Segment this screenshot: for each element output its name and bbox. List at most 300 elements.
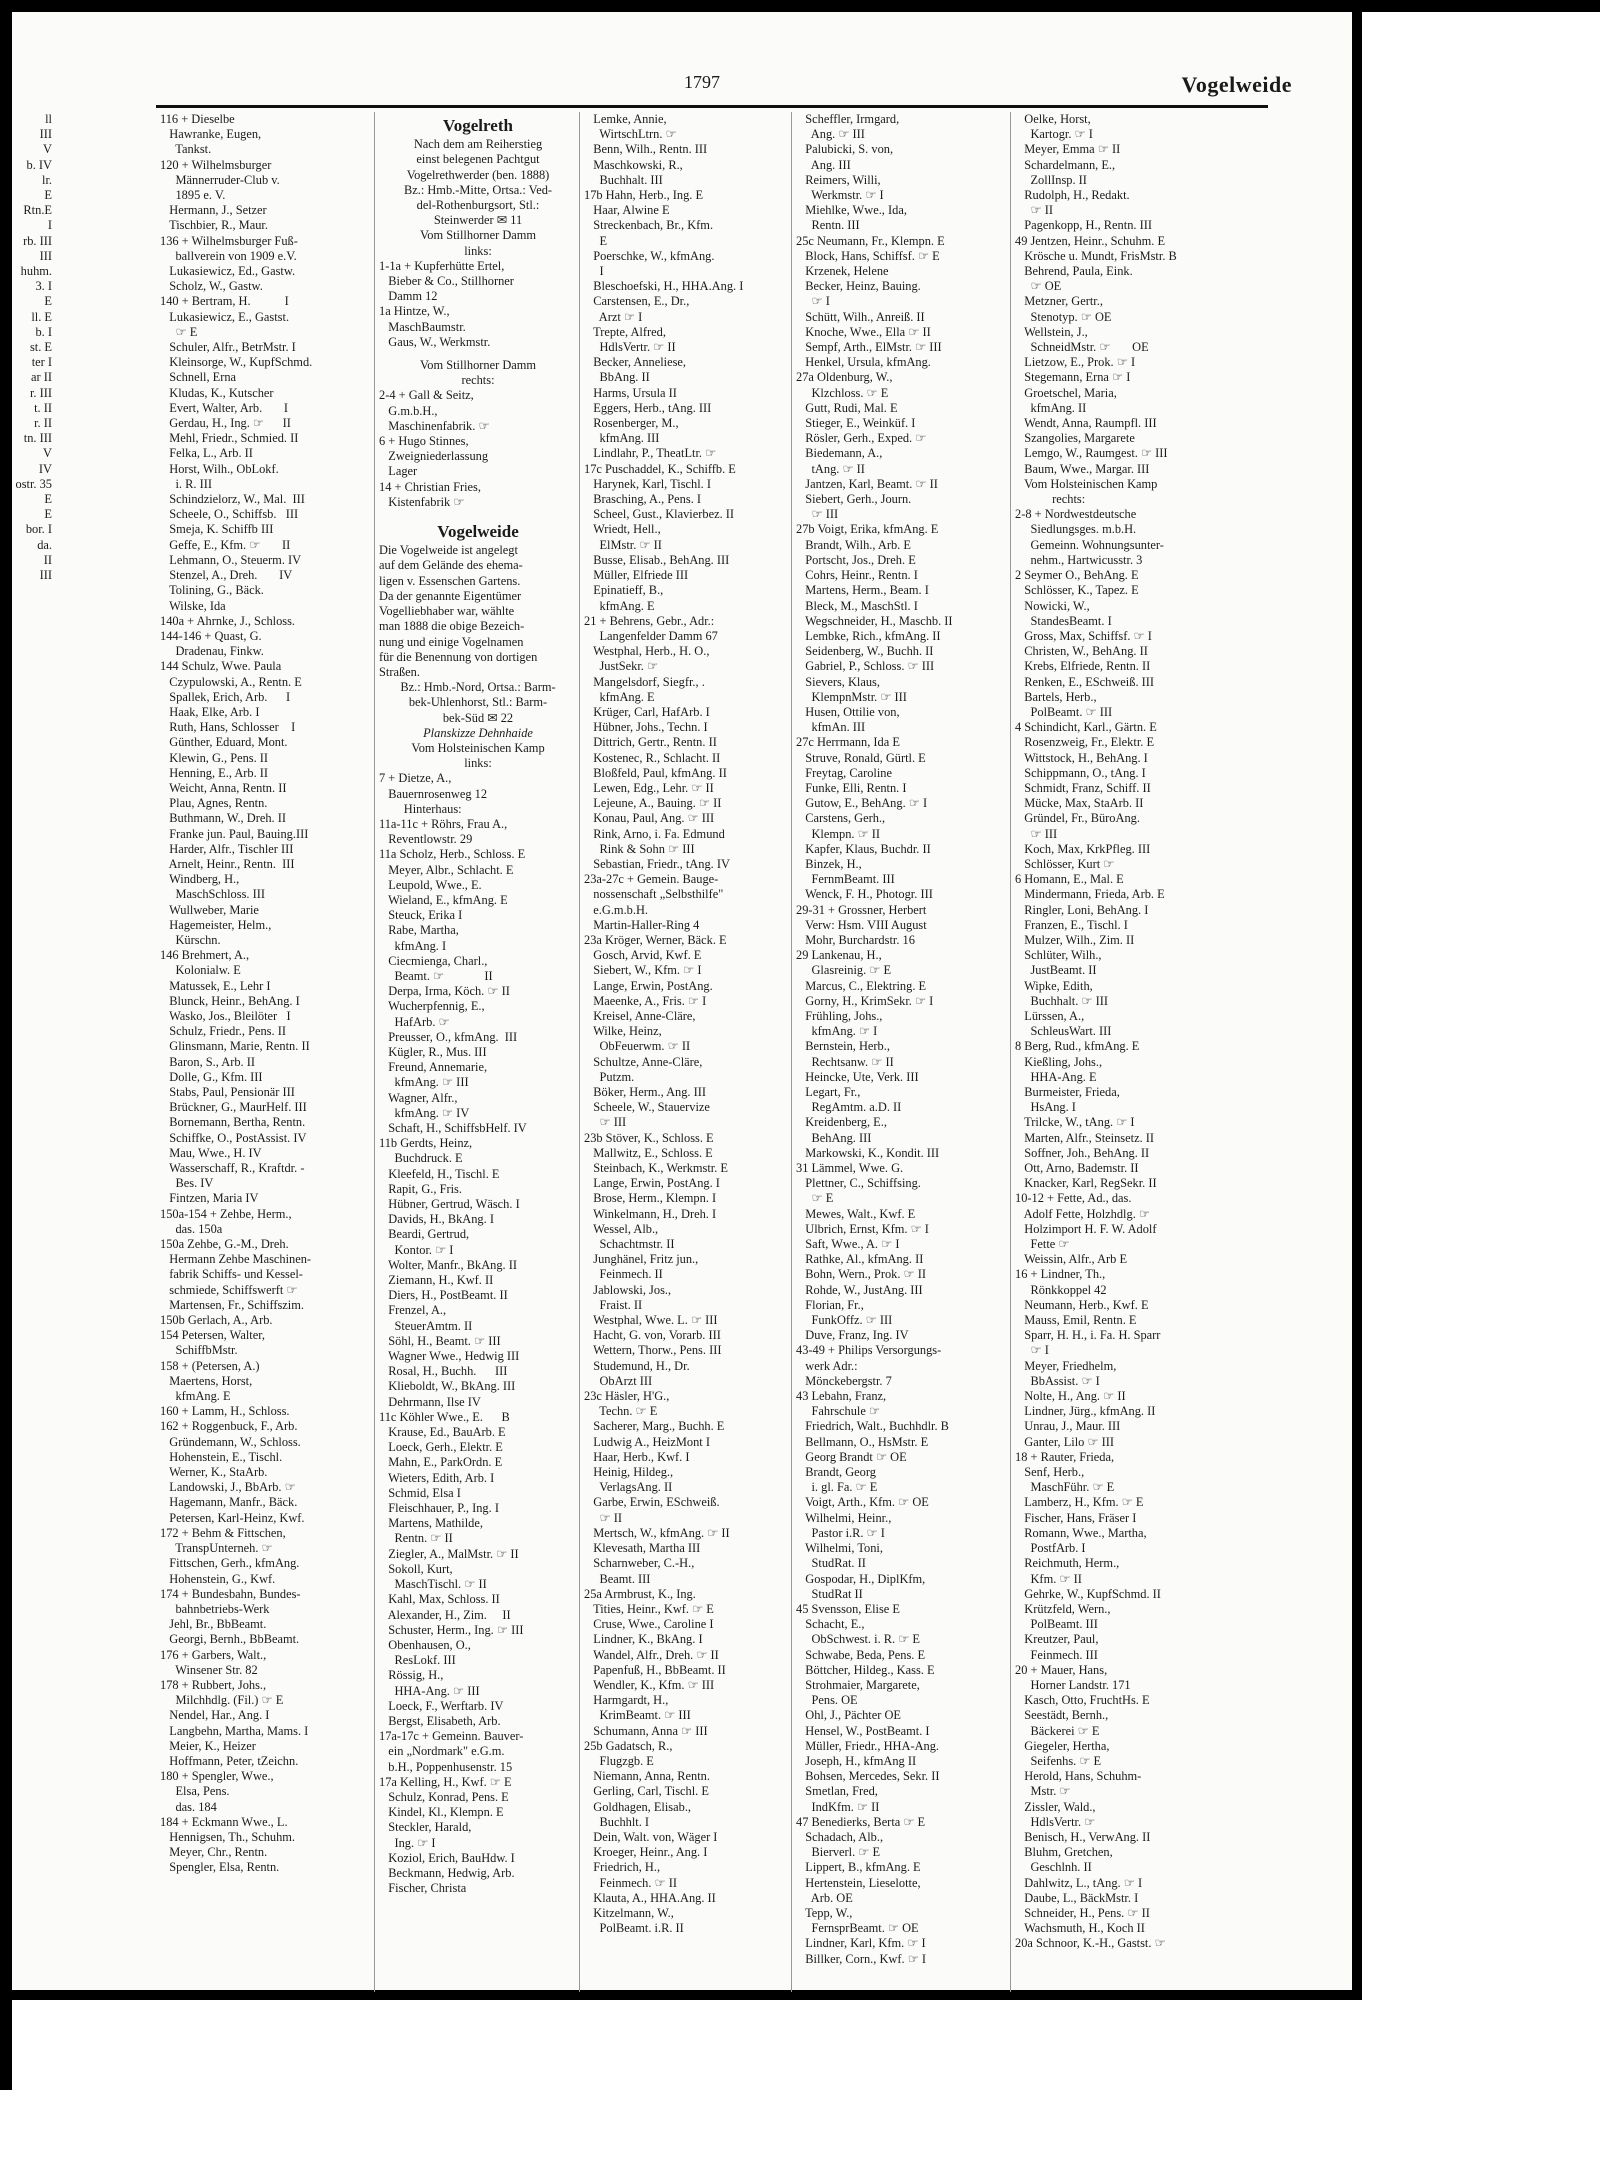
directory-line: das. 150a bbox=[160, 1221, 223, 1236]
directory-line: 7 + Dietze, A., bbox=[379, 771, 452, 786]
directory-line: Heincke, Ute, Verk. III bbox=[796, 1069, 919, 1084]
directory-line: I bbox=[584, 264, 604, 279]
directory-line: Jehl, Br., BbBeamt. bbox=[160, 1617, 267, 1632]
directory-line: Lange, Erwin, PostAng. bbox=[584, 978, 713, 993]
directory-line: Sempf, Arth., ElMstr. ☞ III bbox=[796, 340, 942, 355]
directory-line: HsAng. I bbox=[1015, 1100, 1076, 1115]
directory-line: Günther, Eduard, Mont. bbox=[160, 735, 288, 750]
directory-line: Weicht, Anna, Rentn. II bbox=[160, 780, 287, 795]
directory-line: Papenfuß, H., BbBeamt. II bbox=[584, 1662, 726, 1677]
directory-line: Wolter, Manfr., BkAng. II bbox=[379, 1257, 517, 1272]
directory-line: 172 + Behm & Fittschen, bbox=[160, 1525, 286, 1540]
directory-line: 8 Berg, Rud., kfmAng. E bbox=[1015, 1039, 1140, 1054]
directory-line: PolBeamt. i.R. II bbox=[584, 1921, 684, 1936]
directory-line: Sacherer, Marg., Buchh. E bbox=[584, 1419, 725, 1434]
directory-line: Kindel, Kl., Klempn. E bbox=[379, 1805, 504, 1820]
directory-line: Kürschn. bbox=[160, 932, 221, 947]
running-head: Vogelweide bbox=[1181, 72, 1292, 97]
directory-line: ☞ E bbox=[160, 324, 198, 339]
directory-line: Bernstein, Herb., bbox=[796, 1039, 890, 1054]
directory-line: Wendt, Anna, Raumpfl. III bbox=[1015, 416, 1157, 431]
directory-line: Lürssen, A., bbox=[1015, 1008, 1085, 1023]
directory-line: Petersen, Karl-Heinz, Kwf. bbox=[160, 1510, 305, 1525]
directory-line: Bäckerei ☞ E bbox=[1015, 1723, 1100, 1738]
directory-line: da. bbox=[37, 537, 52, 552]
directory-line: Harms, Ursula II bbox=[584, 385, 677, 400]
column-4 bbox=[796, 112, 1008, 1992]
scan-border-right bbox=[1352, 0, 1362, 2000]
directory-line: Evert, Walter, Arb. I bbox=[160, 400, 289, 415]
directory-line: Ott, Arno, Bademstr. II bbox=[1015, 1161, 1139, 1176]
directory-line: Wilhelmi, Toni, bbox=[796, 1541, 883, 1556]
directory-line: Husen, Ottilie von, bbox=[796, 704, 900, 719]
directory-line: Georgi, Bernh., BbBeamt. bbox=[160, 1632, 300, 1647]
directory-line: Becker, Anneliese, bbox=[584, 355, 687, 370]
directory-line: 136 + Wilhelmsburger Fuß- bbox=[160, 233, 298, 248]
directory-line: Spengler, Elsa, Rentn. bbox=[160, 1860, 280, 1875]
directory-line: b. IV bbox=[26, 157, 52, 172]
directory-line: Franzen, E., Tischl. I bbox=[1015, 917, 1128, 932]
directory-line: Martensen, Fr., Schiffszim. bbox=[160, 1297, 304, 1312]
directory-line: fabrik Schiffs- und Kessel- bbox=[160, 1267, 303, 1282]
directory-line: Hacht, G. von, Vorarb. III bbox=[584, 1328, 721, 1343]
directory-line: WirtschLtrn. ☞ bbox=[584, 127, 677, 142]
directory-line: ll bbox=[45, 112, 52, 126]
directory-line: Wessel, Alb., bbox=[584, 1221, 659, 1236]
directory-line: RegAmtm. a.D. II bbox=[796, 1100, 902, 1115]
directory-line: Scheffler, Irmgard, bbox=[796, 112, 900, 126]
vogelreth-district bbox=[379, 183, 577, 229]
directory-line: Beamt. ☞ II bbox=[379, 968, 493, 983]
directory-line: Hawranke, Eugen, bbox=[160, 127, 262, 142]
directory-line: Smeja, K. Schiffb III bbox=[160, 522, 274, 537]
directory-line: Feinmech. ☞ II bbox=[584, 1875, 678, 1890]
directory-line: Ang. III bbox=[796, 157, 851, 172]
directory-line: Dradenau, Finkw. bbox=[160, 644, 264, 659]
directory-line: Miehlke, Wwe., Ida, bbox=[796, 203, 907, 218]
district-line: Bz.: Hmb.-Mitte, Ortsa.: Ved- bbox=[403, 182, 553, 197]
directory-line: Rentn. III bbox=[796, 218, 860, 233]
directory-line: Scheele, W., Stauervize bbox=[584, 1100, 710, 1115]
intro-line: Vogelrethwerder (ben. 1888) bbox=[406, 167, 550, 182]
directory-line: 14 + Christian Fries, bbox=[379, 479, 481, 494]
directory-line: 20 + Mauer, Hans, bbox=[1015, 1662, 1108, 1677]
vogelweide-district bbox=[379, 680, 577, 726]
directory-line: Smetlan, Fred, bbox=[796, 1784, 878, 1799]
page bbox=[12, 12, 1352, 1990]
directory-line: ar II bbox=[31, 370, 52, 385]
directory-line: Koziol, Erich, BauHdw. I bbox=[379, 1850, 515, 1865]
directory-line: werk Adr.: bbox=[796, 1358, 858, 1373]
directory-line: HafArb. ☞ bbox=[379, 1014, 450, 1029]
directory-line: Frenzel, A., bbox=[379, 1303, 447, 1318]
directory-line: Schmidt, Franz, Schiff. II bbox=[1015, 780, 1151, 795]
directory-line: 140 + Bertram, H. I bbox=[160, 294, 289, 309]
directory-line: Lehmann, O., Steuerm. IV bbox=[160, 552, 302, 567]
directory-line: Lejeune, A., Bauing. ☞ II bbox=[584, 796, 722, 811]
directory-line: bahnbetriebs-Werk bbox=[160, 1601, 270, 1616]
directory-line: Ziegler, A., MalMstr. ☞ II bbox=[379, 1546, 519, 1561]
directory-line: 180 + Spengler, Wwe., bbox=[160, 1769, 274, 1784]
directory-line: Weissin, Alfr., Arb E bbox=[1015, 1252, 1128, 1267]
directory-line: Kolonialw. E bbox=[160, 963, 241, 978]
directory-line: Mönckebergstr. 7 bbox=[796, 1373, 892, 1388]
directory-line: 1895 e. V. bbox=[160, 188, 226, 203]
directory-line: Alexander, H., Zim. II bbox=[379, 1607, 511, 1622]
directory-line: 43 Lebahn, Franz, bbox=[796, 1389, 887, 1404]
directory-line: Gründemann, W., Schloss. bbox=[160, 1434, 301, 1449]
directory-line: Werner, K., StaArb. bbox=[160, 1465, 268, 1480]
directory-line: Hermann, J., Setzer bbox=[160, 203, 267, 218]
directory-line: Stabs, Paul, Pensionär III bbox=[160, 1085, 295, 1099]
directory-line: Glasreinig. ☞ E bbox=[796, 963, 892, 978]
directory-line: Ulbrich, Ernst, Kfm. ☞ I bbox=[796, 1221, 929, 1236]
directory-line: kfmAng. III bbox=[584, 431, 660, 446]
directory-line: StudRat II bbox=[796, 1586, 863, 1601]
directory-line: Martens, Herm., Beam. I bbox=[796, 583, 929, 598]
directory-line: Wittstock, H., BehAng. I bbox=[1015, 750, 1148, 765]
directory-line: Männerruder-Club v. bbox=[160, 172, 280, 187]
directory-line: Winkelmann, H., Dreh. I bbox=[584, 1206, 717, 1221]
intro-line: Nach dem am Reiherstieg bbox=[413, 137, 543, 152]
directory-line: 27b Voigt, Erika, kfmAng. E bbox=[796, 522, 939, 537]
directory-line: Lietzow, E., Prok. ☞ I bbox=[1015, 355, 1136, 370]
directory-line: Friedrich, Walt., Buchhdlr. B bbox=[796, 1419, 949, 1434]
directory-line: Funke, Elli, Rentn. I bbox=[796, 780, 907, 795]
directory-line: Poerschke, W., kfmAng. bbox=[584, 248, 715, 263]
directory-line: 21 + Behrens, Gebr., Adr.: bbox=[584, 613, 715, 628]
directory-line: Krösche u. Mundt, FrisMstr. B bbox=[1015, 248, 1177, 263]
directory-line: Leupold, Wwe., E. bbox=[379, 877, 482, 892]
directory-line: 11b Gerdts, Heinz, bbox=[379, 1136, 473, 1151]
directory-line: BbAssist. ☞ I bbox=[1015, 1373, 1100, 1388]
directory-line: Nendel, Har., Ang. I bbox=[160, 1708, 270, 1723]
directory-line: HHA-Ang. E bbox=[1015, 1069, 1097, 1084]
directory-line: Kießling, Johs., bbox=[1015, 1054, 1103, 1069]
section-title-vogelweide: Vogelweide bbox=[437, 522, 519, 542]
column-separator bbox=[374, 112, 375, 1992]
sub-heading-line: rechts: bbox=[461, 373, 495, 388]
directory-line: 29-31 + Grossner, Herbert bbox=[796, 902, 927, 917]
directory-line: Schulz, Friedr., Pens. II bbox=[160, 1024, 286, 1039]
directory-line: 23a Kröger, Werner, Bäck. E bbox=[584, 932, 727, 947]
directory-line: rechts: bbox=[1015, 492, 1086, 507]
directory-line: 17a-17c + Gemeinn. Bauver- bbox=[379, 1729, 524, 1744]
directory-line: Unrau, J., Maur. III bbox=[1015, 1419, 1121, 1434]
directory-line: Scheele, O., Schiffsb. III bbox=[160, 507, 299, 522]
vogelweide-sub-left bbox=[379, 741, 577, 771]
previous-page-fragment bbox=[12, 112, 52, 1992]
directory-line: JustBeamt. II bbox=[1015, 963, 1097, 978]
directory-line: kfmAng. ☞ IV bbox=[379, 1105, 470, 1120]
directory-line: Wendler, K., Kfm. ☞ III bbox=[584, 1677, 715, 1692]
directory-line: Gründel, Fr., BüroAng. bbox=[1015, 811, 1140, 826]
directory-line: Dahlwitz, L., tAng. ☞ I bbox=[1015, 1875, 1143, 1890]
directory-line: Rudolph, H., Redakt. bbox=[1015, 188, 1130, 203]
directory-line: Kasch, Otto, FruchtHs. E bbox=[1015, 1693, 1150, 1708]
directory-line: Lewen, Edg., Lehr. ☞ II bbox=[584, 780, 714, 795]
directory-line: SteuerAmtm. II bbox=[379, 1318, 473, 1333]
directory-line: ObFeuerwm. ☞ II bbox=[584, 1039, 691, 1054]
directory-line: 176 + Garbers, Walt., bbox=[160, 1647, 267, 1662]
directory-line: Kreisel, Anne-Cläre, bbox=[584, 1008, 696, 1023]
directory-line: IV bbox=[38, 461, 52, 476]
directory-line: 17b Hahn, Herb., Ing. E bbox=[584, 188, 704, 203]
directory-line: III bbox=[39, 568, 52, 583]
directory-line: Soffner, Joh., BehAng. II bbox=[1015, 1145, 1150, 1160]
directory-line: Strohmaier, Margarete, bbox=[796, 1677, 920, 1692]
directory-line: Buchdruck. E bbox=[379, 1151, 463, 1166]
directory-line: Pens. OE bbox=[796, 1693, 858, 1708]
directory-line: nung und einige Vogelnamen bbox=[379, 634, 524, 649]
vogelweide-intro bbox=[379, 543, 577, 680]
directory-line: Schwabe, Beda, Pens. E bbox=[796, 1647, 926, 1662]
directory-line: 2-4 + Gall & Seitz, bbox=[379, 388, 474, 403]
directory-line: Fraist. II bbox=[584, 1297, 643, 1312]
directory-line: Gosch, Arvid, Kwf. E bbox=[584, 948, 702, 963]
directory-line: Cohrs, Heinr., Rentn. I bbox=[796, 568, 918, 583]
directory-line: Mindermann, Frieda, Arb. E bbox=[1015, 887, 1165, 902]
directory-line: Freytag, Caroline bbox=[796, 765, 893, 780]
directory-line: 31 Lämmel, Wwe. G. bbox=[796, 1161, 904, 1176]
directory-line: Holzimport H. F. W. Adolf bbox=[1015, 1221, 1157, 1236]
directory-line: Gorny, H., KrimSekr. ☞ I bbox=[796, 993, 934, 1008]
sub-heading-line: Vom Holsteinischen Kamp bbox=[411, 740, 545, 755]
directory-line: 29 Lankenau, H., bbox=[796, 948, 882, 963]
directory-line: Schiffke, O., PostAssist. IV bbox=[160, 1130, 307, 1145]
directory-line: Rosenzweig, Fr., Elektr. E bbox=[1015, 735, 1155, 750]
directory-line: Hohenstein, E., Tischl. bbox=[160, 1449, 283, 1464]
directory-line: Bluhm, Gretchen, bbox=[1015, 1845, 1113, 1860]
directory-line: Siedlungsges. m.b.H. bbox=[1015, 522, 1137, 537]
directory-line: Die Vogelweide ist angelegt bbox=[379, 543, 518, 558]
sub-heading-line: links: bbox=[464, 756, 492, 771]
directory-line: 146 Brehmert, A., bbox=[160, 948, 250, 963]
directory-line: Kludas, K., Kutscher bbox=[160, 385, 274, 400]
directory-line: Schultze, Anne-Cläre, bbox=[584, 1054, 703, 1069]
directory-line: Knoche, Wwe., Ella ☞ II bbox=[796, 324, 931, 339]
directory-line: Meyer, Friedhelm, bbox=[1015, 1358, 1117, 1373]
directory-line: Hagemann, Manfr., Bäck. bbox=[160, 1495, 298, 1510]
directory-line: Behrend, Paula, Eink. bbox=[1015, 264, 1133, 279]
directory-line: 4 Schindicht, Karl., Gärtn. E bbox=[1015, 720, 1157, 735]
directory-line: Feinmech. II bbox=[584, 1267, 663, 1282]
directory-line: KrimBeamt. ☞ III bbox=[584, 1708, 691, 1723]
directory-line: Kroeger, Heinr., Ang. I bbox=[584, 1845, 708, 1860]
directory-line: Windberg, H., bbox=[160, 872, 240, 887]
directory-line: Bohn, Wern., Prok. ☞ II bbox=[796, 1267, 926, 1282]
column-2 bbox=[379, 112, 577, 1992]
directory-line: Fahrschule ☞ bbox=[796, 1404, 881, 1419]
directory-line: Langbehn, Martha, Mams. I bbox=[160, 1723, 309, 1738]
directory-line: nehm., Hartwicusstr. 3 bbox=[1015, 552, 1143, 567]
directory-line: Wettern, Thorw., Pens. III bbox=[584, 1343, 722, 1358]
directory-line: ostr. 35 bbox=[15, 476, 52, 491]
directory-line: t. II bbox=[34, 400, 52, 415]
directory-line: ballverein von 1909 e.V. bbox=[160, 248, 297, 263]
directory-line: Kleinsorge, W., KupfSchmd. bbox=[160, 355, 313, 370]
directory-line: MaschFühr. ☞ E bbox=[1015, 1480, 1115, 1495]
directory-line: Brückner, G., MaurHelf. III bbox=[160, 1100, 307, 1115]
directory-line: Bierverl. ☞ E bbox=[796, 1845, 881, 1860]
directory-line: Müller, Elfriede III bbox=[584, 568, 689, 583]
column-separator bbox=[1010, 112, 1011, 1992]
directory-line: Elsa, Pens. bbox=[160, 1784, 230, 1799]
directory-line: Horst, Wilh., ObLokf. bbox=[160, 461, 279, 476]
directory-line: Kistenfabrik ☞ bbox=[379, 494, 465, 509]
directory-line: E bbox=[44, 492, 52, 507]
directory-line: Lager bbox=[379, 464, 418, 479]
directory-line: Ciecmienga, Charl., bbox=[379, 953, 488, 968]
directory-line: Buchhalt. ☞ III bbox=[1015, 993, 1109, 1008]
directory-line: Westphal, Herb., H. O., bbox=[584, 644, 710, 659]
intro-line: einst belegenen Pachtgut bbox=[416, 152, 540, 167]
sub-heading-line: Vom Stillhorner Damm bbox=[419, 358, 537, 373]
directory-line: PolBeamt. ☞ III bbox=[1015, 704, 1113, 719]
directory-line: Henning, E., Arb. II bbox=[160, 765, 269, 780]
directory-line: ElMstr. ☞ II bbox=[584, 537, 662, 552]
directory-line: Junghänel, Fritz jun., bbox=[584, 1252, 699, 1267]
directory-line: Freund, Annemarie, bbox=[379, 1060, 488, 1075]
directory-line: kfmAng. E bbox=[584, 598, 655, 613]
directory-line: Mücke, Max, StaArb. II bbox=[1015, 796, 1144, 811]
directory-line: Block, Hans, Schiffsf. ☞ E bbox=[796, 248, 940, 263]
directory-line: HdlsVertr. ☞ bbox=[1015, 1814, 1096, 1829]
directory-line: 150a Zehbe, G.-M., Dreh. bbox=[160, 1237, 289, 1252]
directory-line: Eggers, Herb., tAng. III bbox=[584, 400, 712, 415]
directory-line: Lippert, B., kfmAng. E bbox=[796, 1860, 921, 1875]
sub-heading-line: Vom Stillhorner Damm bbox=[419, 228, 537, 243]
directory-line: HdlsVertr. ☞ II bbox=[584, 340, 676, 355]
directory-line: Schneider, H., Pens. ☞ II bbox=[1015, 1905, 1150, 1920]
directory-line: Adolf Fette, Holzhdlg. ☞ bbox=[1015, 1206, 1151, 1221]
directory-line: Reichmuth, Herm., bbox=[1015, 1556, 1120, 1571]
directory-line: Burmeister, Frieda, bbox=[1015, 1085, 1120, 1099]
directory-line: Beckmann, Hedwig, Arb. bbox=[379, 1865, 515, 1880]
directory-line: Koch, Max, KrkPfleg. III bbox=[1015, 841, 1151, 856]
directory-line: Gerling, Carl, Tischl. E bbox=[584, 1784, 709, 1799]
directory-line: Wucherpfennig, E., bbox=[379, 999, 485, 1014]
directory-line: Mahn, E., ParkOrdn. E bbox=[379, 1455, 503, 1470]
directory-line: lr. bbox=[42, 172, 52, 187]
directory-line: Lukasiewicz, Ed., Gastw. bbox=[160, 264, 296, 279]
directory-line: Mertsch, W., kfmAng. ☞ II bbox=[584, 1525, 730, 1540]
directory-line: Rathke, Al., kfmAng. II bbox=[796, 1252, 924, 1267]
directory-line: Schütt, Wilh., Anreiß. II bbox=[796, 309, 925, 324]
directory-line: Seifenhs. ☞ E bbox=[1015, 1753, 1102, 1768]
directory-line: 140a + Ahrnke, J., Schloss. bbox=[160, 613, 296, 628]
directory-line: Portscht, Jos., Dreh. E bbox=[796, 552, 916, 567]
directory-line: Biedemann, A., bbox=[796, 446, 883, 461]
directory-line: Rentn. ☞ II bbox=[379, 1531, 453, 1546]
directory-line: Klewin, G., Pens. II bbox=[160, 750, 269, 765]
directory-line: Tolining, G., Bäck. bbox=[160, 583, 264, 598]
directory-line: Lindner, K., BkAng. I bbox=[584, 1632, 703, 1647]
directory-line: Kahl, Max, Schloss. II bbox=[379, 1592, 500, 1607]
directory-line: Gutt, Rudi, Mal. E bbox=[796, 400, 898, 415]
directory-line: Schlösser, Kurt ☞ bbox=[1015, 856, 1115, 871]
directory-line: Lemgo, W., Raumgest. ☞ III bbox=[1015, 446, 1168, 461]
district-line: Steinwerder ✉ 11 bbox=[433, 213, 523, 228]
directory-line: ter I bbox=[31, 355, 52, 370]
directory-line: Derpa, Irma, Köch. ☞ II bbox=[379, 984, 510, 999]
directory-line: Scharnweber, C.-H., bbox=[584, 1556, 695, 1571]
directory-line: Martens, Mathilde, bbox=[379, 1516, 483, 1531]
directory-line: Mewes, Walt., Kwf. E bbox=[796, 1206, 916, 1221]
directory-line: Seestädt, Bernh., bbox=[1015, 1708, 1109, 1723]
directory-line: PostfArb. I bbox=[1015, 1541, 1086, 1556]
directory-line: Tischbier, R., Maur. bbox=[160, 218, 268, 233]
directory-line: Hennigsen, Th., Schuhm. bbox=[160, 1829, 296, 1844]
directory-line: bor. I bbox=[25, 522, 52, 537]
directory-line: Wullweber, Marie bbox=[160, 902, 259, 917]
directory-line: kfmAng. I bbox=[379, 938, 447, 953]
directory-line: r. III bbox=[29, 385, 52, 400]
directory-line: Klevesath, Martha III bbox=[584, 1541, 701, 1556]
directory-line: 162 + Roggenbuck, F., Arb. bbox=[160, 1419, 298, 1434]
directory-line: Davids, H., BkAng. I bbox=[379, 1212, 494, 1227]
directory-line: Schadach, Alb., bbox=[796, 1829, 884, 1844]
directory-line: Klieboldt, W., BkAng. III bbox=[379, 1379, 516, 1394]
directory-line: Schaft, H., SchiffsbHelf. IV bbox=[379, 1121, 527, 1135]
directory-line: kfmAn. III bbox=[796, 720, 866, 735]
directory-line: Georg Brandt ☞ OE bbox=[796, 1449, 907, 1464]
directory-line: Wieland, E., kfmAng. E bbox=[379, 892, 508, 907]
directory-line: Ruth, Hans, Schlosser I bbox=[160, 720, 296, 735]
directory-line: Fischer, Hans, Fräser I bbox=[1015, 1510, 1137, 1525]
directory-line: Lemke, Annie, bbox=[584, 112, 667, 126]
directory-line: E bbox=[44, 188, 52, 203]
directory-line: 11a-11c + Röhrs, Frau A., bbox=[379, 816, 508, 831]
directory-line: Reventlowstr. 29 bbox=[379, 832, 473, 847]
directory-line: Tepp, W., bbox=[796, 1905, 853, 1920]
directory-line: Wellstein, J., bbox=[1015, 324, 1088, 339]
directory-line: e.G.m.b.H. bbox=[584, 902, 649, 917]
directory-line: Mallwitz, E., Schloss. E bbox=[584, 1145, 713, 1160]
directory-line: Hinterhaus: bbox=[379, 801, 462, 816]
directory-line: kfmAng. II bbox=[1015, 400, 1087, 415]
directory-line: Studemund, H., Dr. bbox=[584, 1358, 690, 1373]
directory-line: G.m.b.H., bbox=[379, 403, 438, 418]
directory-line: Ludwig A., HeizMont I bbox=[584, 1434, 710, 1449]
directory-line: rb. III bbox=[23, 233, 52, 248]
column-separator bbox=[791, 112, 792, 1992]
directory-line: 16 + Lindner, Th., bbox=[1015, 1267, 1106, 1282]
directory-line: Ohl, J., Pächter OE bbox=[796, 1708, 901, 1723]
directory-line: Böker, Herm., Ang. III bbox=[584, 1085, 707, 1099]
directory-line: Czypulowski, A., Rentn. E bbox=[160, 674, 302, 689]
directory-line: Sparr, H. H., i. Fa. H. Sparr bbox=[1015, 1328, 1161, 1343]
directory-line: Blunck, Heinr., BehAng. I bbox=[160, 993, 300, 1008]
directory-line: Krzenek, Helene bbox=[796, 264, 889, 279]
directory-line: tn. III bbox=[23, 431, 52, 446]
column-5 bbox=[1015, 112, 1235, 1992]
directory-line: 160 + Lamm, H., Schloss. bbox=[160, 1404, 290, 1419]
directory-line: 120 + Wilhelmsburger bbox=[160, 157, 272, 172]
section-title-vogelreth: Vogelreth bbox=[443, 116, 513, 135]
directory-line: Stenzel, A., Dreh. IV bbox=[160, 568, 293, 583]
directory-line: Rink, Arno, i. Fa. Edmund bbox=[584, 826, 725, 841]
directory-line: Schlüter, Wilh., bbox=[1015, 948, 1102, 963]
directory-line: Hoffmann, Peter, tZeichn. bbox=[160, 1753, 299, 1768]
directory-line: Lange, Erwin, PostAng. I bbox=[584, 1176, 720, 1191]
directory-line: Mstr. ☞ bbox=[1015, 1784, 1071, 1799]
directory-line: 144 Schulz, Wwe. Paula bbox=[160, 659, 282, 674]
directory-line: Meyer, Albr., Schlacht. E bbox=[379, 862, 514, 877]
directory-line: Mohr, Burchardstr. 16 bbox=[796, 932, 915, 947]
directory-line: Oelke, Horst, bbox=[1015, 112, 1091, 126]
directory-line: Kfm. ☞ II bbox=[1015, 1571, 1082, 1586]
